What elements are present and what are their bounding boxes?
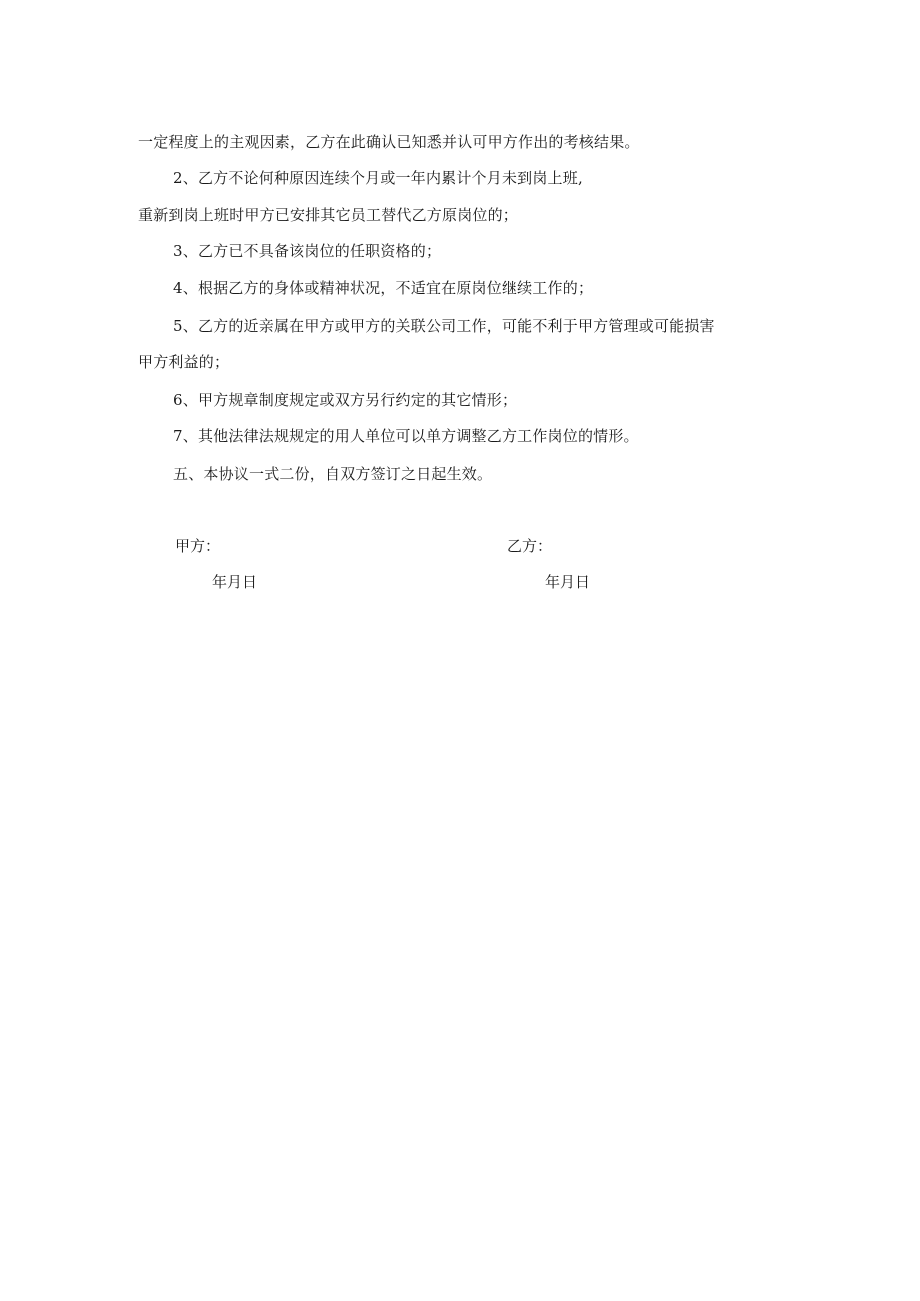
clause-5-line-2: 甲方利益的； xyxy=(138,353,230,371)
party-a-signature-label: 甲方： xyxy=(175,537,221,555)
clause-7: 7、其他法律法规规定的用人单位可以单方调整乙方工作岗位的情形。 xyxy=(173,427,639,445)
section-5-effective: 五、本协议一式二份，自双方签订之日起生效。 xyxy=(173,465,493,483)
party-b-signature-label: 乙方： xyxy=(507,537,553,555)
clause-2-line-1: 2、乙方不论何种原因连续个月或一年内累计个月未到岗上班, xyxy=(173,169,583,187)
clause-3: 3、乙方已不具备该岗位的任职资格的； xyxy=(173,242,442,260)
clause-2-line-2: 重新到岗上班时甲方已安排其它员工替代乙方原岗位的； xyxy=(138,206,519,224)
clause-6: 6、甲方规章制度规定或双方另行约定的其它情形； xyxy=(173,391,518,409)
clause-4: 4、根据乙方的身体或精神状况，不适宜在原岗位继续工作的； xyxy=(173,279,594,297)
paragraph-assessment-result: 一定程度上的主观因素，乙方在此确认已知悉并认可甲方作出的考核结果。 xyxy=(138,133,640,151)
clause-5-line-1: 5、乙方的近亲属在甲方或甲方的关联公司工作，可能不利于甲方管理或可能损害 xyxy=(173,317,715,335)
party-a-date: 年月日 xyxy=(212,573,258,591)
party-b-date: 年月日 xyxy=(545,573,591,591)
